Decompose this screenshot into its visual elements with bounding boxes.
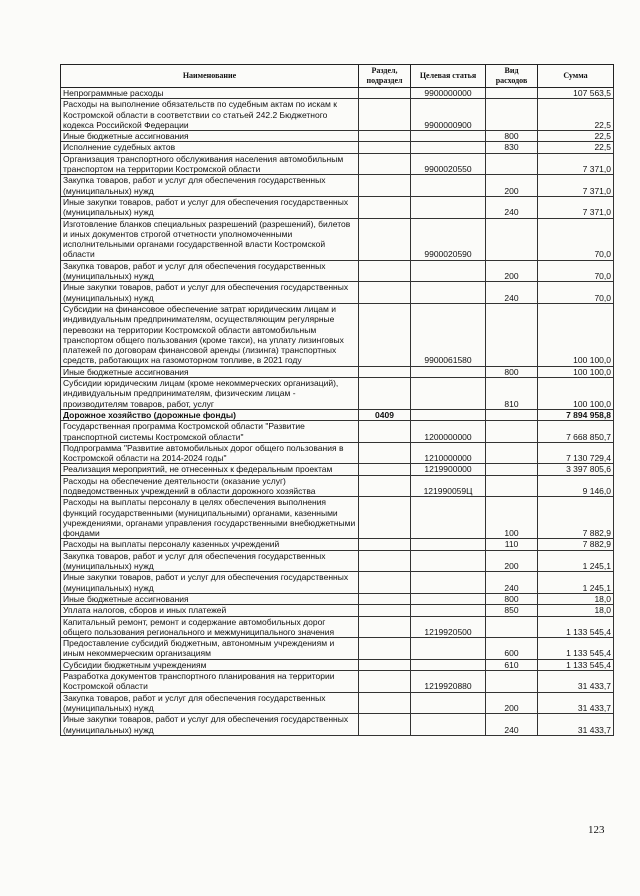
table-row	[61, 260, 614, 282]
cell-section	[359, 464, 411, 475]
cell-target	[411, 659, 486, 670]
cell-section	[359, 260, 411, 282]
cell-sum: 18,0	[538, 593, 614, 604]
cell-sum: 7 882,9	[538, 497, 614, 539]
cell-name: Исполнение судебных актов	[61, 142, 359, 153]
cell-kind	[486, 616, 538, 638]
cell-sum: 7 371,0	[538, 153, 614, 175]
cell-section	[359, 593, 411, 604]
table-row	[61, 175, 614, 197]
cell-section	[359, 605, 411, 616]
budget-table	[60, 64, 614, 736]
cell-name: Расходы на выплаты персоналу казенных учреждений	[61, 539, 359, 550]
cell-section	[359, 572, 411, 594]
table-row	[61, 572, 614, 594]
cell-sum: 18,0	[538, 605, 614, 616]
cell-section: 0409	[359, 409, 411, 420]
header-section: Раздел, подраздел	[359, 65, 411, 88]
cell-section	[359, 99, 411, 131]
cell-section	[359, 88, 411, 99]
cell-name: Государственная программа Костромской области "Развитие транспортной системы Костромской области"	[61, 421, 359, 443]
table-row	[61, 605, 614, 616]
table-row	[61, 409, 614, 420]
cell-section	[359, 303, 411, 366]
cell-section	[359, 142, 411, 153]
cell-section	[359, 421, 411, 443]
cell-name: Иные закупки товаров, работ и услуг для обеспечения государственных (муниципальных) нужд	[61, 196, 359, 218]
cell-name: Дорожное хозяйство (дорожные фонды)	[61, 409, 359, 420]
cell-section	[359, 671, 411, 693]
table-row	[61, 638, 614, 660]
cell-sum: 70,0	[538, 260, 614, 282]
table-row	[61, 88, 614, 99]
cell-target: 1219920880	[411, 671, 486, 693]
cell-section	[359, 714, 411, 736]
cell-target	[411, 638, 486, 660]
cell-target	[411, 175, 486, 197]
cell-kind	[486, 218, 538, 260]
cell-kind: 600	[486, 638, 538, 660]
cell-name: Иные бюджетные ассигнования	[61, 131, 359, 142]
cell-kind	[486, 464, 538, 475]
cell-section	[359, 539, 411, 550]
table-row	[61, 99, 614, 131]
cell-kind: 800	[486, 593, 538, 604]
cell-name: Уплата налогов, сборов и иных платежей	[61, 605, 359, 616]
cell-section	[359, 153, 411, 175]
header-kind: Вид расходов	[486, 65, 538, 88]
cell-sum: 3 397 805,6	[538, 464, 614, 475]
cell-target	[411, 378, 486, 410]
cell-sum: 22,5	[538, 131, 614, 142]
cell-section	[359, 638, 411, 660]
header-sum: Сумма	[538, 65, 614, 88]
cell-kind: 240	[486, 282, 538, 304]
cell-name: Непрограммные расходы	[61, 88, 359, 99]
cell-sum: 31 433,7	[538, 714, 614, 736]
cell-name: Субсидии юридическим лицам (кроме некоммерческих организаций), индивидуальным предпринимателям, физическим лицам - производителям товаров, работ, услуг	[61, 378, 359, 410]
budget-document-page	[60, 64, 613, 736]
cell-sum: 7 371,0	[538, 175, 614, 197]
cell-section	[359, 131, 411, 142]
table-row	[61, 464, 614, 475]
cell-section	[359, 196, 411, 218]
cell-kind	[486, 303, 538, 366]
cell-name: Капитальный ремонт, ремонт и содержание автомобильных дорог общего пользования регионального и межмуниципального значения	[61, 616, 359, 638]
cell-target	[411, 142, 486, 153]
cell-target	[411, 593, 486, 604]
cell-target: 9900020590	[411, 218, 486, 260]
cell-name: Изготовление бланков специальных разрешений (разрешений), билетов и иных документов строгой отчетности уполномоченными исполнительными органами государственной власти Костромской области	[61, 218, 359, 260]
cell-sum: 100 100,0	[538, 303, 614, 366]
cell-target: 9900020550	[411, 153, 486, 175]
cell-kind: 240	[486, 196, 538, 218]
cell-name: Субсидии на финансовое обеспечение затрат юридическим лицам и индивидуальным предпринимателям, осуществляющим регулярные перевозки на территории Костромской области автомобильным транспортом общего пользования (кроме такси), на уплату лизинговых платежей по договорам финансовой аренды (лизинга) транспортных средств, работающих на газомоторном топливе, в 2021 году	[61, 303, 359, 366]
cell-target	[411, 714, 486, 736]
table-row	[61, 692, 614, 714]
cell-kind: 240	[486, 714, 538, 736]
table-row	[61, 131, 614, 142]
cell-target	[411, 366, 486, 377]
table-body	[61, 88, 614, 736]
cell-name: Иные бюджетные ассигнования	[61, 593, 359, 604]
table-row	[61, 142, 614, 153]
cell-sum: 70,0	[538, 282, 614, 304]
cell-sum: 1 245,1	[538, 572, 614, 594]
cell-target: 1219900000	[411, 464, 486, 475]
cell-target: 1210000000	[411, 442, 486, 464]
table-row	[61, 659, 614, 670]
cell-target: 9900000000	[411, 88, 486, 99]
cell-kind: 810	[486, 378, 538, 410]
table-row	[61, 539, 614, 550]
cell-kind	[486, 475, 538, 497]
cell-target	[411, 497, 486, 539]
cell-name: Расходы на обеспечение деятельности (оказание услуг) подведомственных учреждений в области дорожного хозяйства	[61, 475, 359, 497]
cell-name: Расходы на выполнение обязательств по судебным актам по искам к Костромской области в соответствии со статьей 242.2 Бюджетного кодекса Российской Федерации	[61, 99, 359, 131]
cell-target	[411, 260, 486, 282]
cell-target	[411, 539, 486, 550]
cell-target: 1219920500	[411, 616, 486, 638]
cell-kind: 240	[486, 572, 538, 594]
cell-target	[411, 409, 486, 420]
cell-section	[359, 550, 411, 572]
cell-sum: 7 668 850,7	[538, 421, 614, 443]
cell-kind: 610	[486, 659, 538, 670]
cell-sum: 7 371,0	[538, 196, 614, 218]
cell-target: 1200000000	[411, 421, 486, 443]
header-name: Наименование	[61, 65, 359, 88]
cell-kind: 800	[486, 131, 538, 142]
table-row	[61, 378, 614, 410]
cell-target	[411, 572, 486, 594]
header-target: Целевая статья	[411, 65, 486, 88]
cell-sum: 70,0	[538, 218, 614, 260]
cell-target: 9900000900	[411, 99, 486, 131]
cell-name: Разработка документов транспортного планирования на территории Костромской области	[61, 671, 359, 693]
cell-kind: 200	[486, 260, 538, 282]
cell-kind	[486, 671, 538, 693]
cell-sum: 1 245,1	[538, 550, 614, 572]
cell-sum: 7 882,9	[538, 539, 614, 550]
cell-target: 9900061580	[411, 303, 486, 366]
cell-section	[359, 497, 411, 539]
cell-kind: 100	[486, 497, 538, 539]
cell-sum: 22,5	[538, 99, 614, 131]
cell-kind	[486, 99, 538, 131]
cell-kind	[486, 153, 538, 175]
cell-target	[411, 131, 486, 142]
cell-kind	[486, 442, 538, 464]
table-row	[61, 218, 614, 260]
cell-sum: 107 563,5	[538, 88, 614, 99]
cell-name: Предоставление субсидий бюджетным, автономным учреждениям и иным некоммерческим организациям	[61, 638, 359, 660]
cell-kind: 850	[486, 605, 538, 616]
cell-name: Закупка товаров, работ и услуг для обеспечения государственных (муниципальных) нужд	[61, 550, 359, 572]
cell-name: Расходы на выплаты персоналу в целях обеспечения выполнения функций государственными (муниципальными) органами, казенными учреждениями, органами управления государственными внебюджетными фондами	[61, 497, 359, 539]
cell-target	[411, 282, 486, 304]
table-row	[61, 475, 614, 497]
cell-name: Организация транспортного обслуживания населения автомобильным транспортом на территории Костромской области	[61, 153, 359, 175]
cell-section	[359, 692, 411, 714]
table-row	[61, 442, 614, 464]
cell-sum: 1 133 545,4	[538, 616, 614, 638]
cell-kind: 110	[486, 539, 538, 550]
cell-name: Иные закупки товаров, работ и услуг для обеспечения государственных (муниципальных) нужд	[61, 572, 359, 594]
cell-section	[359, 378, 411, 410]
cell-name: Иные закупки товаров, работ и услуг для обеспечения государственных (муниципальных) нужд	[61, 714, 359, 736]
cell-name: Реализация мероприятий, не отнесенных к федеральным проектам	[61, 464, 359, 475]
table-row	[61, 550, 614, 572]
cell-name: Закупка товаров, работ и услуг для обеспечения государственных (муниципальных) нужд	[61, 175, 359, 197]
cell-sum: 100 100,0	[538, 366, 614, 377]
table-row	[61, 303, 614, 366]
cell-name: Субсидии бюджетным учреждениям	[61, 659, 359, 670]
cell-sum: 7 130 729,4	[538, 442, 614, 464]
cell-kind: 830	[486, 142, 538, 153]
table-row	[61, 153, 614, 175]
cell-kind: 200	[486, 550, 538, 572]
table-row	[61, 497, 614, 539]
page-number: 123	[588, 824, 605, 836]
table-row	[61, 366, 614, 377]
cell-target	[411, 605, 486, 616]
cell-name: Подпрограмма "Развитие автомобильных дорог общего пользования в Костромской области на 2014-2024 годы"	[61, 442, 359, 464]
cell-section	[359, 475, 411, 497]
table-header-row	[61, 65, 614, 88]
cell-sum: 9 146,0	[538, 475, 614, 497]
table-row	[61, 714, 614, 736]
cell-section	[359, 442, 411, 464]
cell-sum: 31 433,7	[538, 692, 614, 714]
cell-kind	[486, 88, 538, 99]
cell-section	[359, 218, 411, 260]
cell-section	[359, 659, 411, 670]
table-row	[61, 421, 614, 443]
cell-kind	[486, 409, 538, 420]
cell-kind	[486, 421, 538, 443]
cell-sum: 1 133 545,4	[538, 638, 614, 660]
cell-sum: 1 133 545,4	[538, 659, 614, 670]
table-row	[61, 671, 614, 693]
table-row	[61, 196, 614, 218]
cell-target: 121990059Ц	[411, 475, 486, 497]
cell-target	[411, 196, 486, 218]
cell-sum: 7 894 958,8	[538, 409, 614, 420]
cell-name: Иные закупки товаров, работ и услуг для обеспечения государственных (муниципальных) нужд	[61, 282, 359, 304]
cell-name: Закупка товаров, работ и услуг для обеспечения государственных (муниципальных) нужд	[61, 260, 359, 282]
cell-section	[359, 616, 411, 638]
cell-name: Закупка товаров, работ и услуг для обеспечения государственных (муниципальных) нужд	[61, 692, 359, 714]
cell-kind: 200	[486, 692, 538, 714]
table-row	[61, 282, 614, 304]
cell-target	[411, 550, 486, 572]
cell-sum: 22,5	[538, 142, 614, 153]
table-row	[61, 616, 614, 638]
table-row	[61, 593, 614, 604]
cell-name: Иные бюджетные ассигнования	[61, 366, 359, 377]
cell-sum: 100 100,0	[538, 378, 614, 410]
cell-section	[359, 175, 411, 197]
cell-section	[359, 282, 411, 304]
cell-target	[411, 692, 486, 714]
cell-sum: 31 433,7	[538, 671, 614, 693]
cell-section	[359, 366, 411, 377]
cell-kind: 200	[486, 175, 538, 197]
cell-kind: 800	[486, 366, 538, 377]
